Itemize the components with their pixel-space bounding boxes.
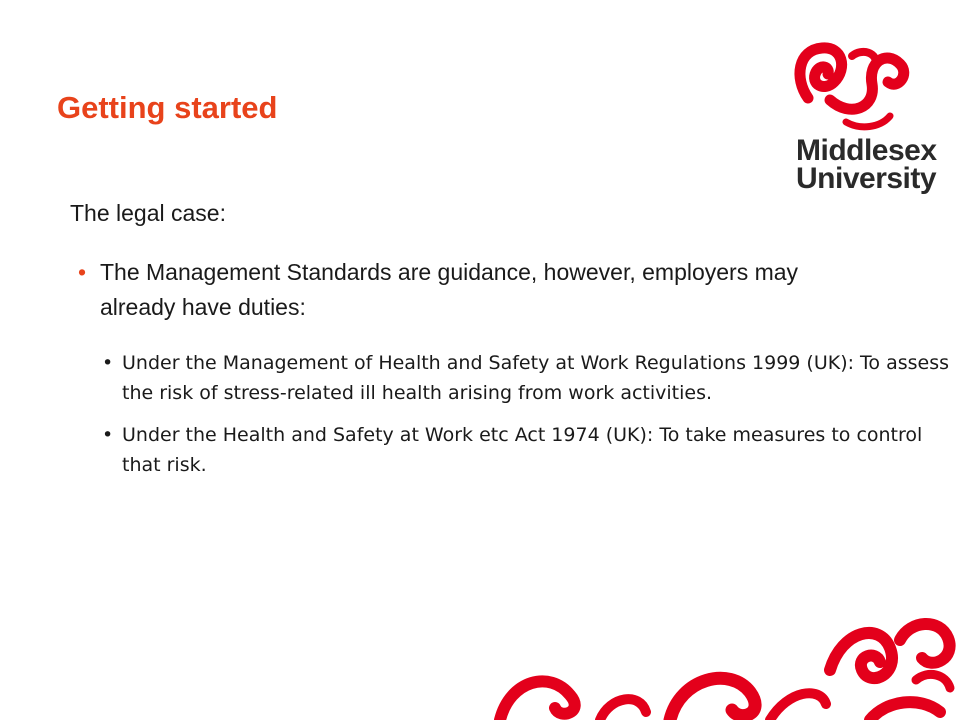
logo-text-line1: Middlesex xyxy=(796,134,937,167)
bullet-list xyxy=(70,255,870,325)
sub-bullet-item xyxy=(100,348,950,408)
bullet-text: The Management Standards are guidance, however, employers may already have duties: xyxy=(100,259,799,320)
sub-bullet-marker: • xyxy=(102,424,114,446)
sub-bullet-text: Under the Management of Health and Safety at Work Regulations 1999 (UK): To assess the risk of stress-related ill health arising from work activities. xyxy=(122,352,950,404)
university-logo xyxy=(790,38,937,198)
sub-bullet-list xyxy=(100,348,950,492)
sub-bullet-item xyxy=(100,420,950,480)
decorative-swirl-icon xyxy=(470,600,960,720)
sub-bullet-text: Under the Health and Safety at Work etc Act 1974 (UK): To take measures to control that risk. xyxy=(122,424,923,476)
sub-bullet-marker: • xyxy=(102,352,114,374)
bullet-marker: • xyxy=(78,259,87,285)
bullet-item xyxy=(70,255,870,325)
intro-text: The legal case: xyxy=(70,200,226,226)
logo-swirl-icon xyxy=(790,38,930,138)
slide-title: Getting started xyxy=(57,90,278,125)
logo-text-line2: University xyxy=(796,162,937,195)
